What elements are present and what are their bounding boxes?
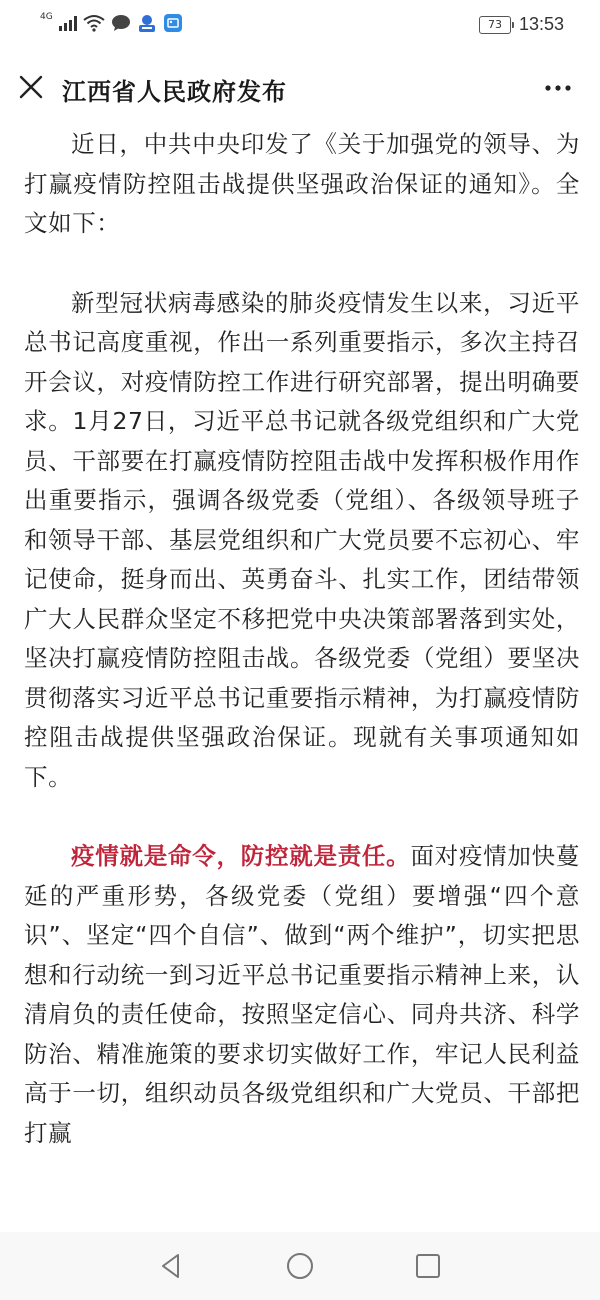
tray-app-icon — [137, 13, 157, 33]
gallery-app-icon — [163, 13, 183, 33]
status-right — [479, 14, 564, 35]
more-options-button[interactable] — [540, 74, 576, 102]
close-button[interactable] — [14, 70, 48, 104]
home-button[interactable] — [283, 1249, 317, 1283]
back-button[interactable] — [154, 1249, 188, 1283]
wifi-icon — [83, 14, 105, 32]
intro-paragraph: 近日，中共中央印发了《关于加强党的领导、为打赢疫情防控阻击战提供坚强政治保证的通知》。全文如下： — [24, 130, 580, 237]
status-left — [40, 13, 183, 33]
clock: 13:53 — [518, 14, 564, 34]
recents-button[interactable] — [411, 1249, 445, 1283]
article-body — [24, 125, 580, 1193]
system-nav-bar — [0, 1232, 600, 1300]
section-heading: 疫情就是命令，防控就是责任。 — [71, 842, 411, 870]
battery-icon: 73 — [479, 16, 511, 34]
back-icon — [154, 1249, 188, 1283]
network-type: 4G — [40, 11, 53, 22]
section-paragraph — [24, 837, 580, 1153]
home-icon — [283, 1249, 317, 1283]
section-body: 面对疫情加快蔓延的严重形势，各级党委（党组）要增强“四个意识”、坚定“四个自信”、做到“两个维护”，切实把思想和行动统一到习近平总书记重要指示精神上来，认清肩负的责任使命，按照坚定信心、同舟共济、科学防治、精准施策的要求切实做好工作，牢记人民利益高于一切，组织动员各级党组织和广大党员、干部把打赢 — [24, 842, 581, 1147]
page-title: 江西省人民政府发布 — [62, 78, 287, 106]
chat-bubble-icon — [111, 14, 131, 32]
more-dots-icon — [540, 74, 576, 102]
recents-icon — [411, 1249, 445, 1283]
app-header — [0, 58, 600, 118]
signal-icon — [59, 15, 77, 31]
close-icon — [14, 70, 48, 104]
status-bar — [0, 0, 600, 50]
body-paragraph: 新型冠状病毒感染的肺炎疫情发生以来，习近平总书记高度重视，作出一系列重要指示，多次主持召开会议，对疫情防控工作进行研究部署，提出明确要求。1月27日，习近平总书记就各级党组织和广大党员、干部要在打赢疫情防控阻击战中发挥积极作用作出重要指示，强调各级党委（党组）、各级领导班子和领导干部、基层党组织和广大党员要不忘初心、牢记使命，挺身而出、英勇奋斗、扎实工作，团结带领广大人民群众坚定不移把党中央决策部署落到实处，坚决打赢疫情防控阻击战。各级党委（党组）要坚决贯彻落实习近平总书记重要指示精神，为打赢疫情防控阻击战提供坚强政治保证。现就有关事项通知如下。 — [24, 288, 580, 791]
